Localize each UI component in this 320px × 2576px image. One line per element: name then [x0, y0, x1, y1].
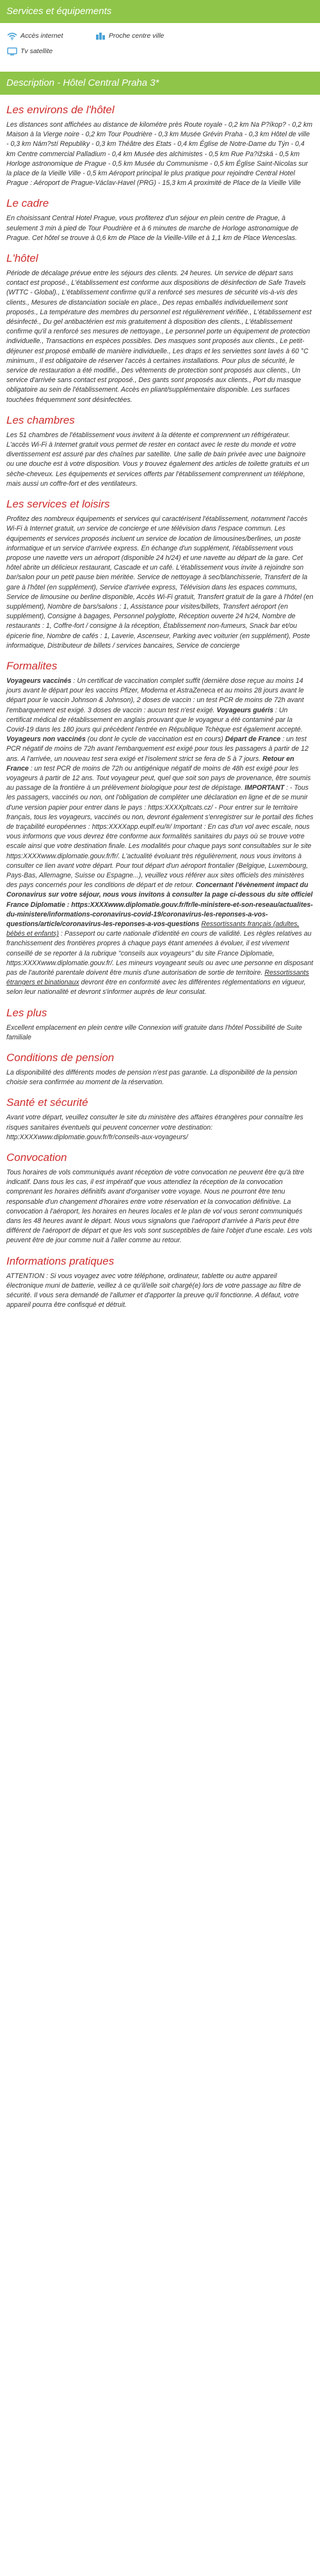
- section-title-plus: Les plus: [6, 1006, 47, 1019]
- section-title-pension: Conditions de pension: [6, 1052, 115, 1064]
- section-title-services: Les services et loisirs: [6, 498, 110, 511]
- formalites-link-run[interactable]: Ressortissants étrangers et binationaux: [6, 969, 309, 987]
- formalites-bold-run: Retour en France: [6, 755, 294, 772]
- service-item-tv: [6, 47, 77, 56]
- formalites-bold-run: Voyageurs guéris: [216, 706, 274, 714]
- formalites-bold-run: Départ de France: [225, 735, 281, 744]
- description-content: [0, 104, 320, 1311]
- formalites-text-run: (ou dont le cycle de vaccination est en cours): [85, 735, 225, 744]
- wifi-icon: [6, 31, 18, 40]
- services-title: Services et équipements: [6, 6, 112, 17]
- section-title-formalites: Formalites: [6, 659, 58, 672]
- formalites-text-run: : Un certificat médical de rétablissement en anglais prouvant que le voyageur a été contaminé par la Covid-19 dans les 180 jours qui précèdent l'entrée en République Tchèque est également accepté.: [6, 706, 303, 733]
- section-title-convocation: Convocation: [6, 1151, 67, 1164]
- description-title: Description - Hôtel Central Praha 3*: [6, 77, 159, 88]
- formalites-text-run: : un test PCR négatif de moins de 72h avant l'embarquement est exigé pour tous les passagers à partir de 12 ans. A l'arrivée, un nouveau test sera exigé et l'isolement strict se fera de 5 à 7 jours.: [6, 735, 308, 763]
- section-text-cadre: En choisissant Central Hotel Prague, vous profiterez d'un séjour en plein centre de Prague, à seulement 3 min à pied de Tour Poudrière et à 6 minutes de marche de Horloge astronomique de Prague. Cet hôtel se trouve à 0,6 km de Place de la Vieille-Ville et à 1,1 km de Place Wenceslas.: [6, 214, 298, 242]
- section-text-chambres: Les 51 chambres de l'établissement vous invitent à la détente et comprennent un réfrigérateur. L'accès Wi-Fi à Internet gratuit vous permet de rester en contact avec le reste du monde et votre divertissement est assuré par des chaînes par satellite. Une salle de bain privée avec une baignoire ou une douche est à votre disposition. Vous y trouvez également des articles de toilette gratuits et un sèche-cheveux. Les équipements et services offerts par l'établissement comprennent un téléphone, mais aussi un coffre-fort et des ventilateurs.: [6, 431, 310, 488]
- city-location-icon: [95, 31, 106, 40]
- section-text-hotel: Période de décalage prévue entre les séjours des clients. 24 heures. Un service de départ sans contact est proposé., L'établissement est conforme aux dispositions de désinfection de Safe Travels (WTTC - Global)., L'établissement confirme qu'il a renforcé ses mesures de sécurité vis-à-vis des clients., Mesures de distanciation sociale en place., Des repas emballés individuellement sont proposés., La température des membres du personnel est régulièrement vérifiée., L'établissement est désinfecté., Du gel antibactérien est mis gratuitement à disposition des clients., L'établissement confirme qu'il a renforcé ses mesures de nettoyage., Le personnel porte un équipement de protection individuelle., Transactions en espèces possibles. Des masques sont proposés aux clients., Le petit-déjeuner est proposé emballé de manière individuelle., Les draps et les serviettes sont lavés à 60 °C minimum., Il est obligatoire de réserver l'accès à certaines installations. Pour plus de sécurité, le service de restauration a été modifié., Des vêtements de protection sont proposés aux clients., Un service d'arrivée sans contact est proposé., Des gants sont proposés aux clients., Port du masque obligatoire au sein de l'établissement. Accès en pliant/supplémentaire disponible. Les surfaces touchées fréquemment sont désinfectées.: [6, 269, 312, 404]
- section-title-cadre: Le cadre: [6, 197, 49, 210]
- section-title-environs: Les environs de l'hôtel: [6, 104, 115, 116]
- formalites-text-run: : - Tous les passagers, vaccinés ou non, ont l'obligation de compléter une déclaration en ligne et de se munir d'une version papier pour entrer dans le pays : https:XXXXpltcats.cz/ - Pour entrer sur le territoire français, tous les voyageurs, vaccinés ou non, devront également s'enregistrer sur le portail des fiches de traçabilité européennes : https:XXXXapp.euplf.eu/#/ Important : En cas d'un vol avec escale, nous vous informons que vous devrez être conforme aux formalités sanitaires du pays où se trouve votre escale ainsi que votre destination finale. Les modalités pour chaque pays sont consultables sur le site https:XXXXwww.diplomatie.gouv.fr/fr/. L'actualité évoluant très régulièrement, nous vous invitons à consulter ce lien avant votre départ. Pour tout départ d'un aéroport frontalier (Belgique, Luxembourg, Pays-Bas, Allemagne, Suisse ou Espagne...), veuillez vous référer aux sites officiels des ministères des pays concernés pour les conditions de départ et de retour.: [6, 784, 314, 890]
- section-text-convocation: Tous horaires de vols communiqués avant réception de votre convocation ne peuvent être qu'à titre indicatif. Dans tous les cas, il est impératif que vous attendiez la réception de la convocation comprenant les horaires définitifs avant d'organiser votre voyage. Nous ne pourront être tenu responsable d'un changement d'horaires entre votre réservation et la convocation définitive. La convocation à l'aéroport, les horaires en heures locales et le plan de vol vous seront communiqués dans les 48 heures avant le départ. Nous vous signalons que l'aéroport d'arrivée à Paris peut être différent de l'aéroport de départ et que les vols sont susceptibles de faire l'objet d'une escale. Les vols peuvent être de jour comme nuit à l'aller comme au retour.: [6, 1169, 312, 1245]
- formalites-text-run: : Un certificat de vaccination complet suffit (dernière dose reçue au moins 14 jours avant le départ pour les vaccins Pfizer, Moderna et AstraZeneca et au moins 28 jours avant le départ pour le vaccin Johnson & Johnson), 2 doses de vaccin : un test PCR de moins de 72h avant l'embarquement est exigé. 3 doses de vaccin : aucun test n'est exigé.: [6, 676, 304, 714]
- section-title-chambres: Les chambres: [6, 413, 75, 426]
- formalites-link-run[interactable]: Ressortissants français (adultes, bébés et enfants): [6, 920, 300, 938]
- formalites-text-run: : un test PCR de moins de 72h ou antigénique négatif de moins de 48h est exigé pour les voyageurs à partir de 12 ans. Tout voyageur peut, quel que soit son pays de provenance, être soumis au passage de la frontière à un prélèvement biologique pour test de dépistage.: [6, 764, 311, 792]
- service-item-internet: [6, 31, 77, 40]
- formalites-text-run: devront être en conformité avec les différentes réglementations en vigueur, selon leur nationalité et devront s'informer auprès de leur consulat.: [6, 979, 306, 996]
- section-text-formalites: [6, 676, 314, 998]
- description-banner: [0, 72, 320, 95]
- section-text-environs: Les distances sont affichées au distance de kilométre près Route royale - 0,2 km Na P?íkop? - 0,2 km Maison à la Vierge noire - 0,2 km Tour Poudrière - 0,3 km Musée Grévin Praha - 0,3 km Hôtel de ville - 0,3 km Nám?stí Republiky - 0,3 km Théâtre des Etats - 0,4 km Église de Notre-Dame du Týn - 0,4 km Centre commercial Palladium - 0,4 km Musée des alchimistes - 0,5 km Rue Pa?ížská - 0,5 km Horloge astronomique de Prague - 0,5 km Musée du Communisme - 0,5 km Église Saint-Nicolas sur la place de la Vieille Ville - 0,5 km Aéroport principal le plus pratique pour rejoindre Central Hotel Prague : Aéroport de Prague-Václav-Havel (PRG) - 15,3 km A proximité de Place de la Vieille Ville: [6, 121, 313, 188]
- services-list: [0, 23, 320, 64]
- formalites-bold-run: Voyageurs non vaccinés: [6, 735, 86, 744]
- section-text-pension: La disponibilité des différents modes de pension n'est pas garantie. La disponibilité de la pension choisie sera confirmée au moment de la réservation.: [6, 1069, 298, 1087]
- formalites-bold-run: Voyageurs vaccinés: [6, 676, 72, 685]
- section-text-services: Profitez des nombreux équipements et services qui caractérisent l'établissement, notamment l'accès Wi-Fi à Internet gratuit, un service de concierge et une télévision dans l'espace commun. Les équipements et services proposés incluent un service de location de limousines/berlines, un poste informatique et un service d'arrivée express. En échange d'un supplément, l'établissement vous propose une navette vers un aéroport (disponible 24 h/24) et une navette au départ de la gare. Cet hôtel abrite un délicieux restaurant, Cascade et un café. L'établissement vous invite à rejoindre son bar/salon pour un petit pause bien méritée. Service de nettoyage à sec/blanchisserie, Transfert de la gare à l'hôtel (en supplément), Service d'arrivée express, Télévision dans les espaces communs, Service de limousine ou berline disponible, Accès Wi-Fi gratuit, Transfert gratuit de la gare à l'hôtel (en supplément), Nombre de bars/salons : 1, Assistance pour visites/billets, Transfert aéroport (en supplément), Consigne à bagages, Personnel polyglotte, Réception ouverte 24 h/24, Nombre de restaurants : 1, Coffre-fort / consigne à la réception, Établissement non-fumeurs, Snack bar et/ou épicerie fine, Nombre de cafés : 1, Laverie, Ascenseur, Parking avec voiturier (en supplément), Poste informatique, Distributeur de billets / services bancaires, Service de concierge: [6, 515, 314, 650]
- section-title-hotel: L'hôtel: [6, 252, 38, 265]
- service-label: Accès internet: [20, 32, 63, 40]
- service-label: Tv satellite: [20, 47, 53, 55]
- section-title-sante: Santé et sécurité: [6, 1096, 88, 1109]
- formalites-bold-run: Concernant l'évènement impact du Coronavirus sur votre séjour, nous vous invitons à consulter la page ci-dessous du site officiel France Diplomatie : https:XXXXwww.diplomatie.gouv.fr/fr/le-ministere-et-son-reseau/actualites-du-ministere/informations-coronavirus-covid-19/coronavirus-les-reponses-a-vos-questions/article/coronavirus-les-reponses-a-vos-questions: [6, 881, 313, 929]
- formalites-bold-run: IMPORTANT: [244, 784, 285, 792]
- section-text-plus: Excellent emplacement en plein centre ville Connexion wifi gratuite dans l'hôtel Possibilité de Suite familiale: [6, 1023, 302, 1041]
- section-title-informations: Informations pratiques: [6, 1254, 115, 1267]
- section-text-informations: ATTENTION : Si vous voyagez avec votre téléphone, ordinateur, tablette ou autre appareil électronique muni de batterie, veillez à ce qu'il/elle soit chargé(e) lors de votre passage au filtre de sécurité. Il vous sera demandé de l'allumer et d'apporter la preuve qu'il fonctionne. A défaut, votre appareil pourra être confisqué et détruit.: [6, 1272, 301, 1309]
- formalites-text-run: : Passeport ou carte nationale d'identité en cours de validité. Les règles relatives au franchissement des frontières propres à chaque pays étant amenées à évoluer, il est vivement conseillé de se reporter à la rubrique "conseils aux voyageurs" du site France Diplomatie, https:XXXXwww.diplomatie.gouv.fr/. Les mineurs voyageant seuls ou avec une personne en disposant pas de l'autorité parentale doivent être munis d'une autorisation de sortie de territoire.: [6, 930, 314, 977]
- tv-icon: [6, 47, 18, 56]
- section-text-sante: Avant votre départ, veuillez consulter le site du ministère des affaires étrangères pour connaître les risques sanitaires éventuels qui peuvent concerner votre destination: http:XXXXwww.diplomatie.gouv.fr/fr/conseils-aux-voyageurs/: [6, 1114, 303, 1141]
- service-label: Proche centre ville: [109, 32, 164, 40]
- services-banner: [0, 0, 320, 23]
- service-item-city-center: [95, 31, 191, 40]
